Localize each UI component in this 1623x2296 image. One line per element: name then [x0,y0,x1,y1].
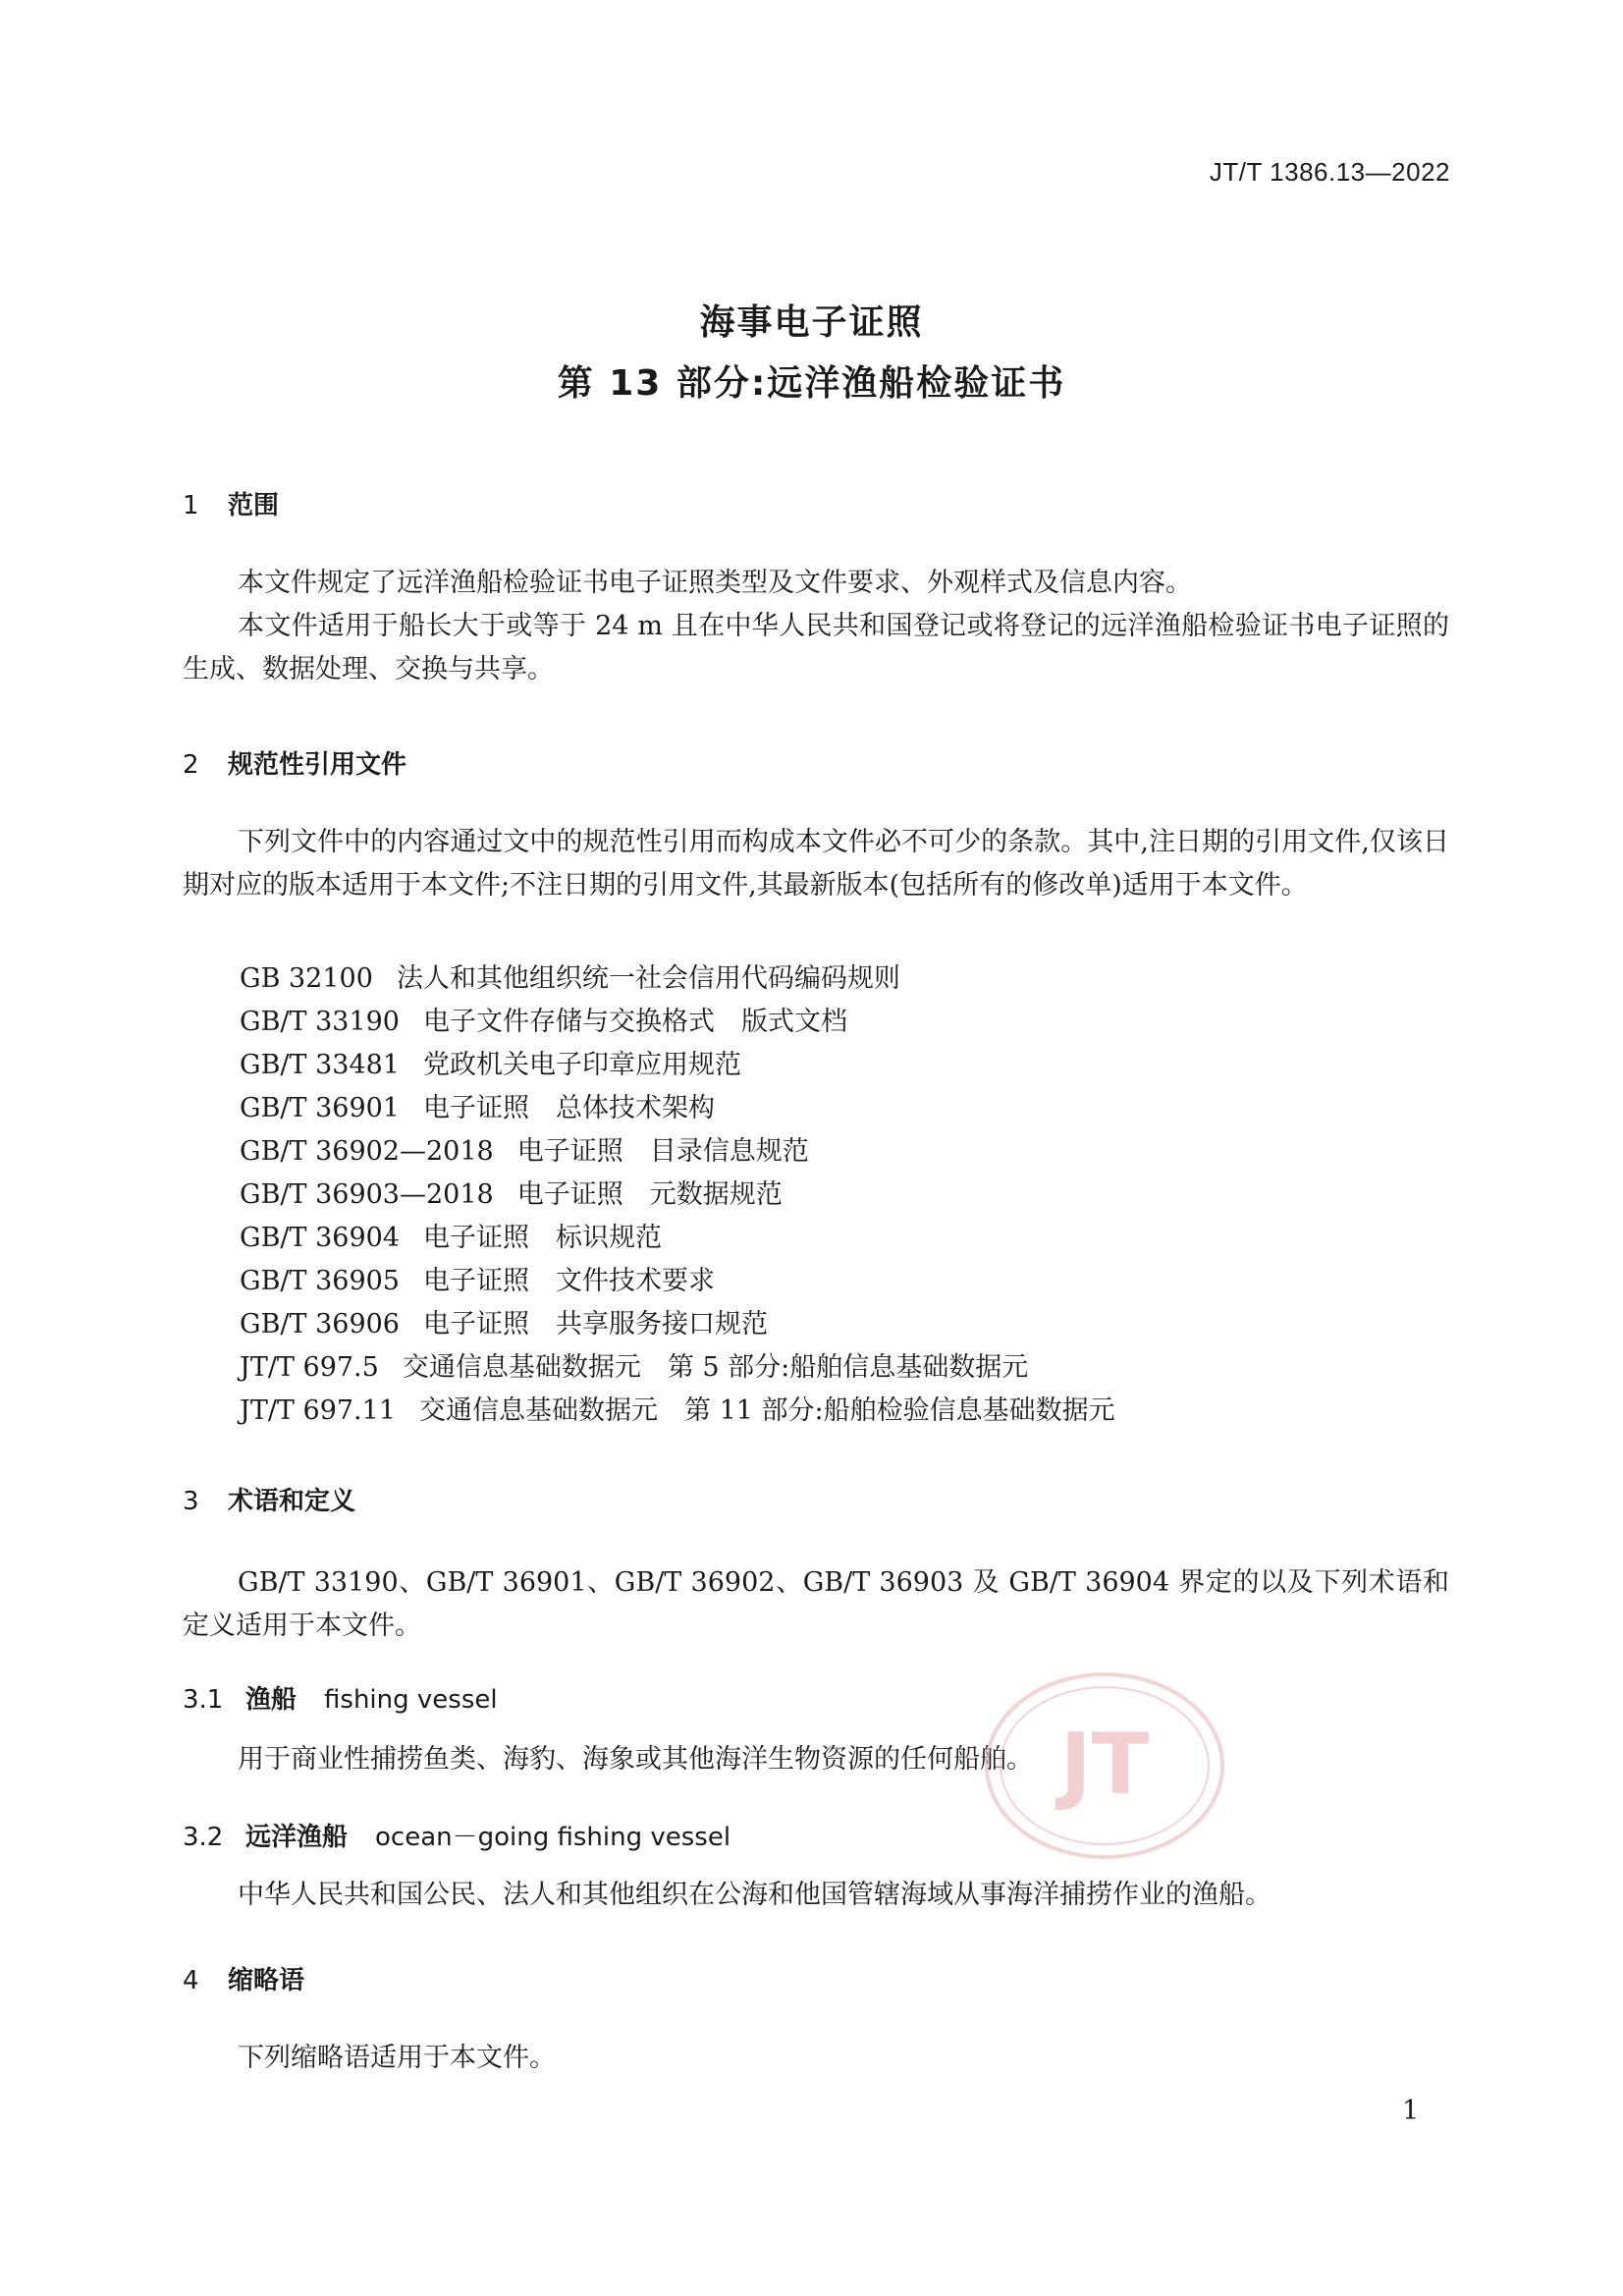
subsection-number: 3.2 [183,1823,224,1852]
section-1-heading [183,485,279,521]
document-title: 海事电子证照 [699,302,924,343]
reference-item: GB/T 36906 电子证照 共享服务接口规范 [240,1309,768,1339]
reference-item: GB/T 36902—2018 电子证照 目录信息规范 [240,1136,809,1167]
section-title: 术语和定义 [228,1487,356,1516]
reference-item: GB/T 36904 电子证照 标识规范 [240,1223,662,1253]
seal-text: JT [1059,1716,1150,1814]
section-1-paragraph-2: 本文件适用于船长大于或等于 24 m 且在中华人民共和国登记或将登记的远洋渔船检验证书电子证照的生成、数据处理、交换与共享。 [183,611,1449,684]
standard-code: JT/T 1386.13—2022 [1209,157,1450,187]
reference-item: JT/T 697.11 交通信息基础数据元 第 11 部分:船舶检验信息基础数据元 [240,1395,1115,1426]
subsection-3-2-heading [183,1817,730,1853]
reference-item: GB/T 36905 电子证照 文件技术要求 [240,1266,715,1296]
section-3-paragraph-1: GB/T 33190、GB/T 36901、GB/T 36902、GB/T 36903 及 GB/T 36904 界定的以及下列术语和定义适用于本文件。 [183,1567,1449,1641]
term-en: fishing vessel [324,1685,498,1715]
section-2-paragraph-1: 下列文件中的内容通过文中的规范性引用而构成本文件必不可少的条款。其中,注日期的引用文件,仅该日期对应的版本适用于本文件;不注日期的引用文件,其最新版本(包括所有的修改单)适用于本文件。 [183,827,1449,901]
section-number: 2 [183,750,199,780]
reference-item: JT/T 697.5 交通信息基础数据元 第 5 部分:船舶信息基础数据元 [240,1352,1029,1383]
reference-item: GB 32100 法人和其他组织统一社会信用代码编码规则 [240,963,900,994]
page-number: 1 [1402,2096,1420,2126]
document-subtitle: 第 13 部分:远洋渔船检验证书 [557,363,1066,404]
term-zh: 远洋渔船 [245,1823,349,1852]
section-number: 4 [183,1966,199,1995]
reference-item: GB/T 33190 电子文件存储与交换格式 版式文档 [240,1007,847,1037]
term-3-2-definition: 中华人民共和国公民、法人和其他组织在公海和他国管辖海域从事海洋捕捞作业的渔船。 [238,1880,1271,1910]
section-4-heading [183,1960,304,1996]
section-number: 3 [183,1487,199,1516]
subsection-3-1-heading [183,1679,498,1716]
section-title: 规范性引用文件 [228,750,407,780]
reference-item: GB/T 33481 党政机关电子印章应用规范 [240,1050,741,1080]
section-4-paragraph-1: 下列缩略语适用于本文件。 [238,2043,556,2073]
section-2-heading [183,744,406,781]
reference-item: GB/T 36903—2018 电子证照 元数据规范 [240,1179,783,1210]
term-zh: 渔船 [245,1685,298,1715]
reference-item: GB/T 36901 电子证照 总体技术架构 [240,1093,715,1123]
subsection-number: 3.1 [183,1685,224,1715]
section-1-paragraph-1: 本文件规定了远洋渔船检验证书电子证照类型及文件要求、外观样式及信息内容。 [238,568,1192,598]
term-3-1-definition: 用于商业性捕捞鱼类、海豹、海象或其他海洋生物资源的任何船舶。 [238,1744,1033,1775]
section-title: 缩略语 [228,1966,305,1995]
term-en: ocean－going fishing vessel [375,1823,731,1852]
section-number: 1 [183,491,199,520]
section-title: 范围 [228,491,280,520]
section-3-heading [183,1481,355,1517]
